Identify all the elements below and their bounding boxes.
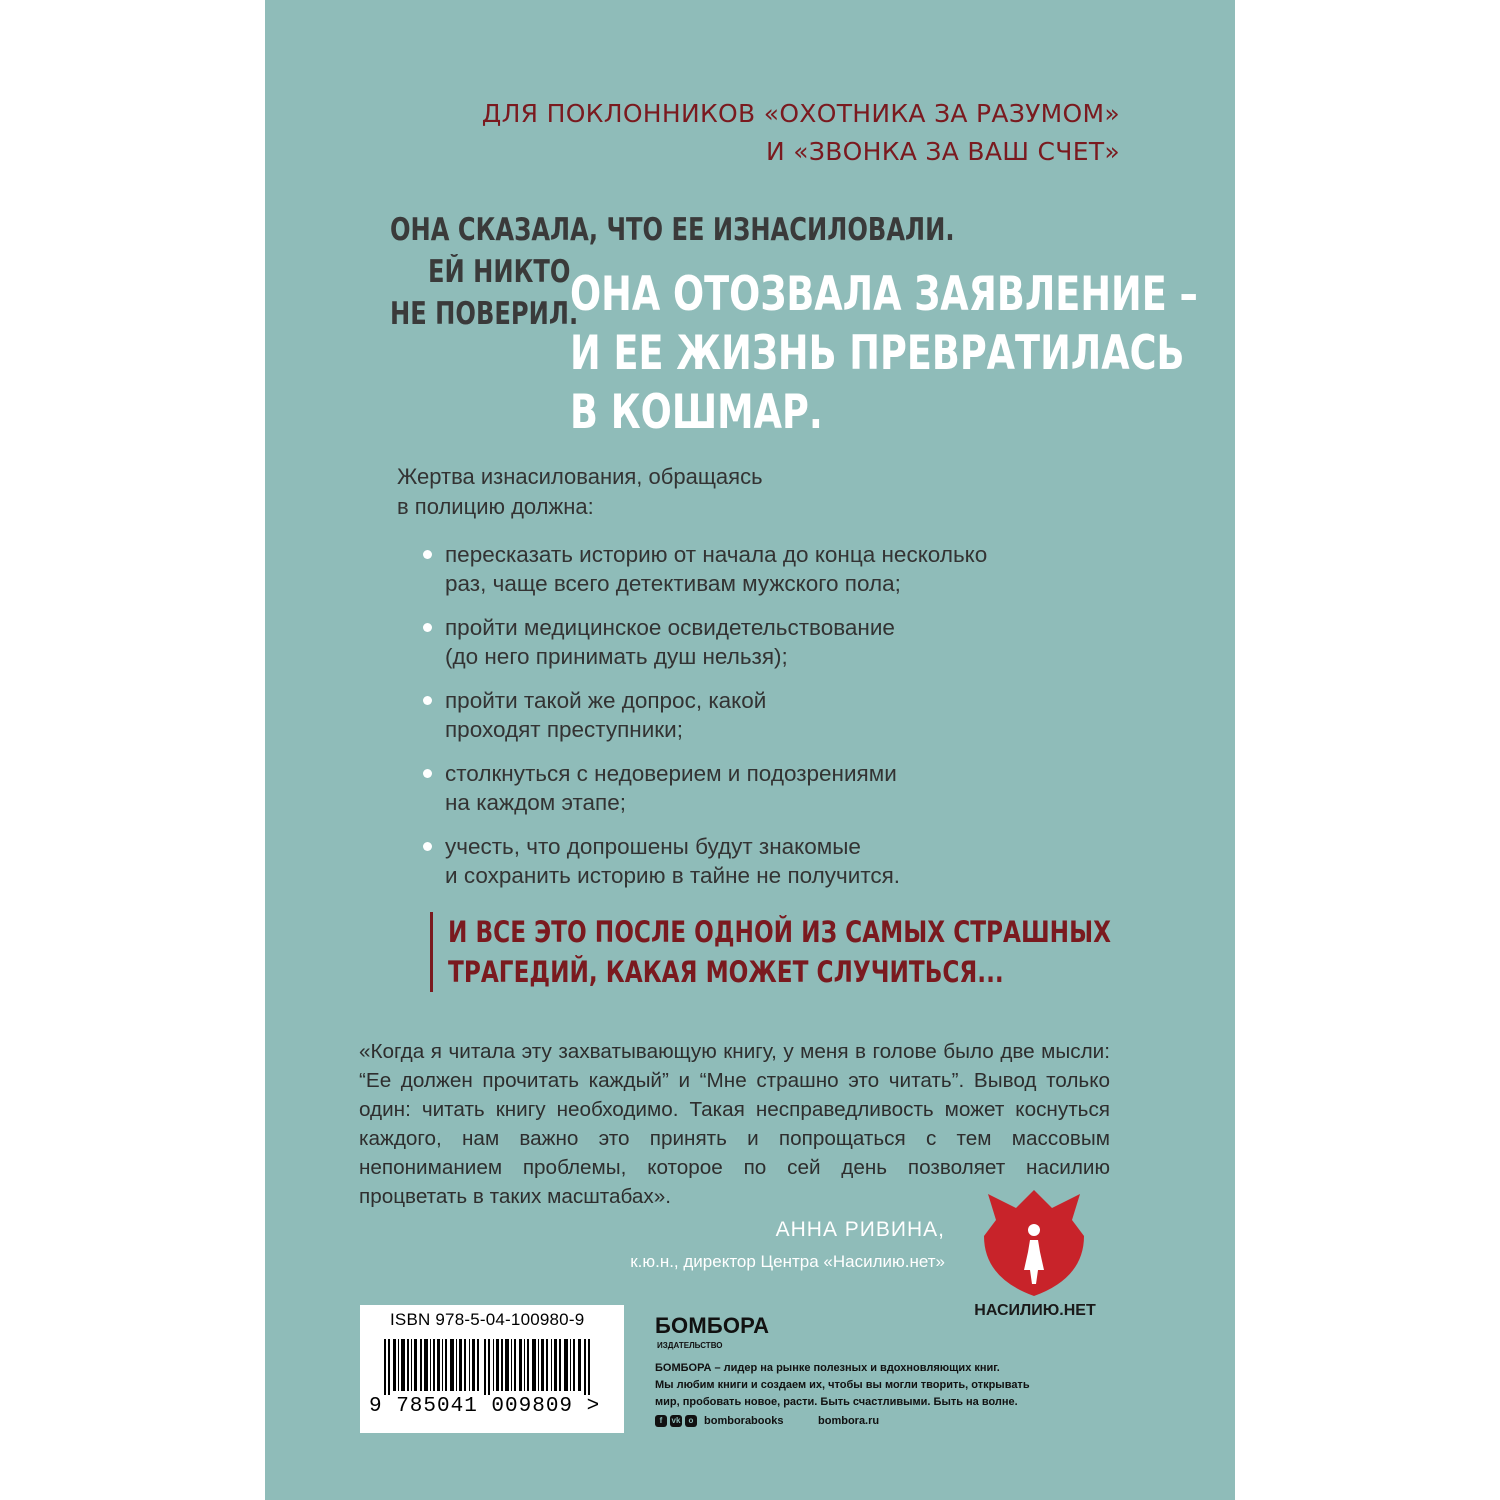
- list-item: [420, 832, 987, 890]
- list-item: [420, 686, 987, 744]
- vk-icon[interactable]: vk: [671, 1416, 681, 1425]
- bullet-text: столкнуться с недоверием и подозрениями на каждом этапе;: [445, 761, 897, 815]
- testimonial-quote: «Когда я читала эту захватывающую книгу, у меня в голове было две мысли: “Ее должен прочитать каждый” и “Мне страшно это читать”. Вывод только один: читать книгу необходимо. Такая несправедливость может коснуться каждого, нам важно это принять и попрощаться с тем массовым непониманием проблемы, которое по сей день позволяет насилию процветать в таких масштабах».: [359, 1040, 1110, 1208]
- list-item: [420, 759, 987, 817]
- barcode-bars: [384, 1339, 604, 1395]
- closing-line-2: ТРАГЕДИЙ, КАКАЯ МОЖЕТ СЛУЧИТЬСЯ...: [448, 955, 1004, 989]
- bullet-list: [420, 540, 987, 905]
- odnoklassniki-icon[interactable]: o: [685, 1415, 697, 1427]
- isbn-digits: 9 785041 009809 >: [369, 1395, 601, 1418]
- publisher-subtitle: ИЗДАТЕЛЬСТВО: [657, 1341, 723, 1350]
- shield-logo-icon: [968, 1188, 1100, 1303]
- social-handle[interactable]: bomborabooks: [704, 1415, 784, 1427]
- tagline: [385, 95, 1120, 171]
- isbn-barcode: [360, 1305, 624, 1433]
- list-item: [420, 540, 987, 598]
- tagline-line-1: ДЛЯ ПОКЛОННИКОВ «ОХОТНИКА ЗА РАЗУМОМ»: [481, 99, 1120, 128]
- bullet-dot-icon: [423, 550, 432, 559]
- intro-text: [397, 462, 763, 522]
- org-label: НАСИЛИЮ.НЕТ: [974, 1302, 1096, 1319]
- bullet-dot-icon: [423, 842, 432, 851]
- intro-line-2: в полицию должна:: [397, 494, 594, 519]
- publisher-website[interactable]: bombora.ru: [818, 1415, 880, 1427]
- bullet-text: пройти медицинское освидетельствование (до него принимать душ нельзя);: [445, 615, 895, 669]
- list-item: [420, 613, 987, 671]
- headline-big-1: ОНА ОТОЗВАЛА ЗАЯВЛЕНИЕ –: [570, 267, 1198, 322]
- bullet-dot-icon: [423, 696, 432, 705]
- isbn-text: ISBN 978-5-04-100980-9: [390, 1310, 585, 1329]
- headline-line-2: ЕЙ НИКТО: [428, 254, 571, 290]
- bullet-text: учесть, что допрошены будут знакомые и сохранить историю в тайне не получится.: [445, 834, 901, 888]
- publisher-description: БОМБОРА – лидер на рынке полезных и вдохновляющих книг. Мы любим книги и создаем их, чтобы вы могли творить, открывать мир, пробовать новое, расти. Быть счастливыми. Быть на волне.: [655, 1362, 1030, 1408]
- bullet-dot-icon: [423, 769, 432, 778]
- bullet-text: пройти такой же допрос, какой проходят преступники;: [445, 688, 767, 742]
- headline-big-3: В КОШМАР.: [570, 385, 823, 440]
- intro-line-1: Жертва изнасилования, обращаясь: [397, 464, 763, 489]
- social-links: [655, 1415, 783, 1427]
- closing-line-1: И ВСЕ ЭТО ПОСЛЕ ОДНОЙ ИЗ САМЫХ СТРАШНЫХ: [448, 915, 1112, 949]
- publisher-logo: БОМБОРА: [655, 1313, 770, 1338]
- headline-big-2: И ЕЕ ЖИЗНЬ ПРЕВРАТИЛАСЬ: [570, 326, 1185, 381]
- bullet-dot-icon: [423, 623, 432, 632]
- headline-line-3: НЕ ПОВЕРИЛ.: [390, 296, 579, 332]
- closing-statement: [430, 912, 1277, 992]
- bullet-text: пересказать историю от начала до конца несколько раз, чаще всего детективам мужского пола;: [445, 542, 988, 596]
- quote-author-role: к.ю.н., директор Центра «Насилию.нет»: [630, 1252, 945, 1271]
- tagline-line-2: И «ЗВОНКА ЗА ВАШ СЧЕТ»: [766, 137, 1120, 166]
- headline-line-1: ОНА СКАЗАЛА, ЧТО ЕЕ ИЗНАСИЛОВАЛИ.: [390, 212, 955, 248]
- quote-author: АННА РИВИНА,: [775, 1218, 945, 1241]
- facebook-icon[interactable]: f: [655, 1415, 667, 1427]
